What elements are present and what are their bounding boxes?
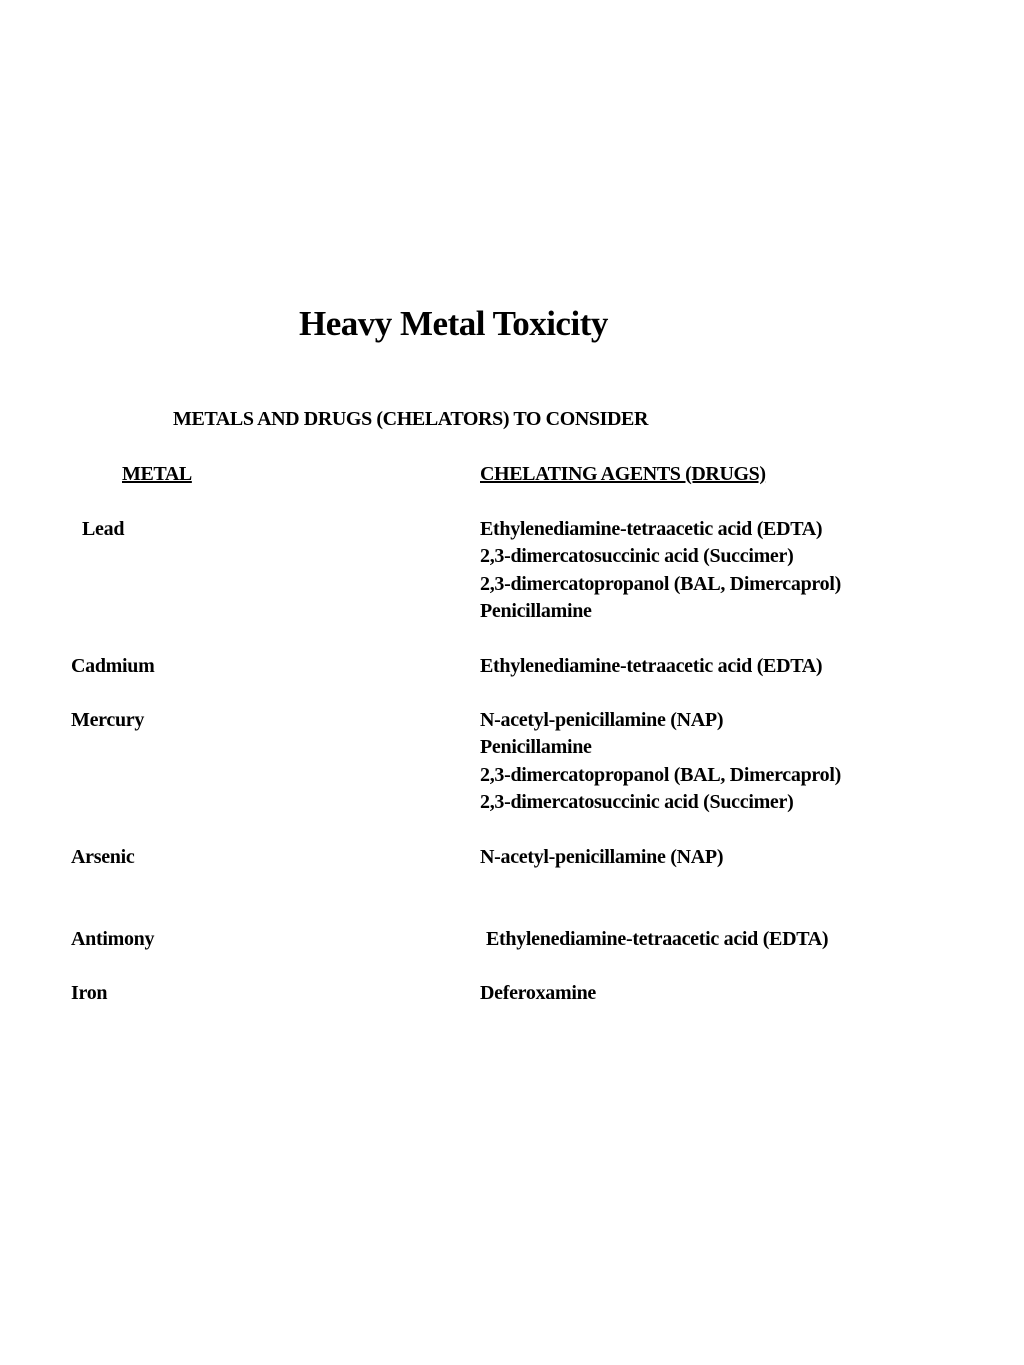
agent-item: 2,3-dimercatopropanol (BAL, Dimercaprol) (480, 572, 841, 595)
agent-item: N-acetyl-penicillamine (NAP) (480, 846, 724, 868)
agents-iron (480, 980, 596, 1007)
agents-arsenic (480, 844, 723, 871)
metal-mercury: Mercury (71, 709, 145, 731)
agent-item: 2,3-dimercatopropanol (BAL, Dimercaprol) (480, 763, 841, 786)
agent-item: N-acetyl-penicillamine (NAP) (480, 709, 724, 731)
agent-item: Ethylenediamine-tetraacetic acid (EDTA) (486, 928, 829, 950)
agent-item: Ethylenediamine-tetraacetic acid (EDTA) (480, 655, 823, 677)
metal-cadmium: Cadmium (71, 655, 155, 677)
metal-lead: Lead (82, 518, 125, 540)
agent-item: Ethylenediamine-tetraacetic acid (EDTA) (480, 518, 823, 540)
metal-antimony: Antimony (71, 928, 155, 950)
column-header-agents: CHELATING AGENTS (DRUGS) (480, 463, 766, 485)
agent-item: Penicillamine (480, 599, 592, 622)
agents-mercury (480, 707, 841, 816)
column-header-metal: METAL (122, 463, 192, 485)
agent-item: 2,3-dimercatosuccinic acid (Succimer) (480, 790, 794, 813)
agent-item: 2,3-dimercatosuccinic acid (Succimer) (480, 545, 794, 568)
metal-arsenic: Arsenic (71, 846, 135, 868)
agent-item: Penicillamine (480, 736, 592, 759)
page-title: Heavy Metal Toxicity (299, 304, 608, 343)
agents-antimony (486, 926, 828, 953)
agents-lead (480, 516, 841, 625)
agent-item: Deferoxamine (480, 982, 596, 1004)
metal-iron: Iron (71, 982, 108, 1004)
agents-cadmium (480, 653, 822, 680)
subtitle: METALS AND DRUGS (CHELATORS) TO CONSIDER (173, 408, 649, 430)
